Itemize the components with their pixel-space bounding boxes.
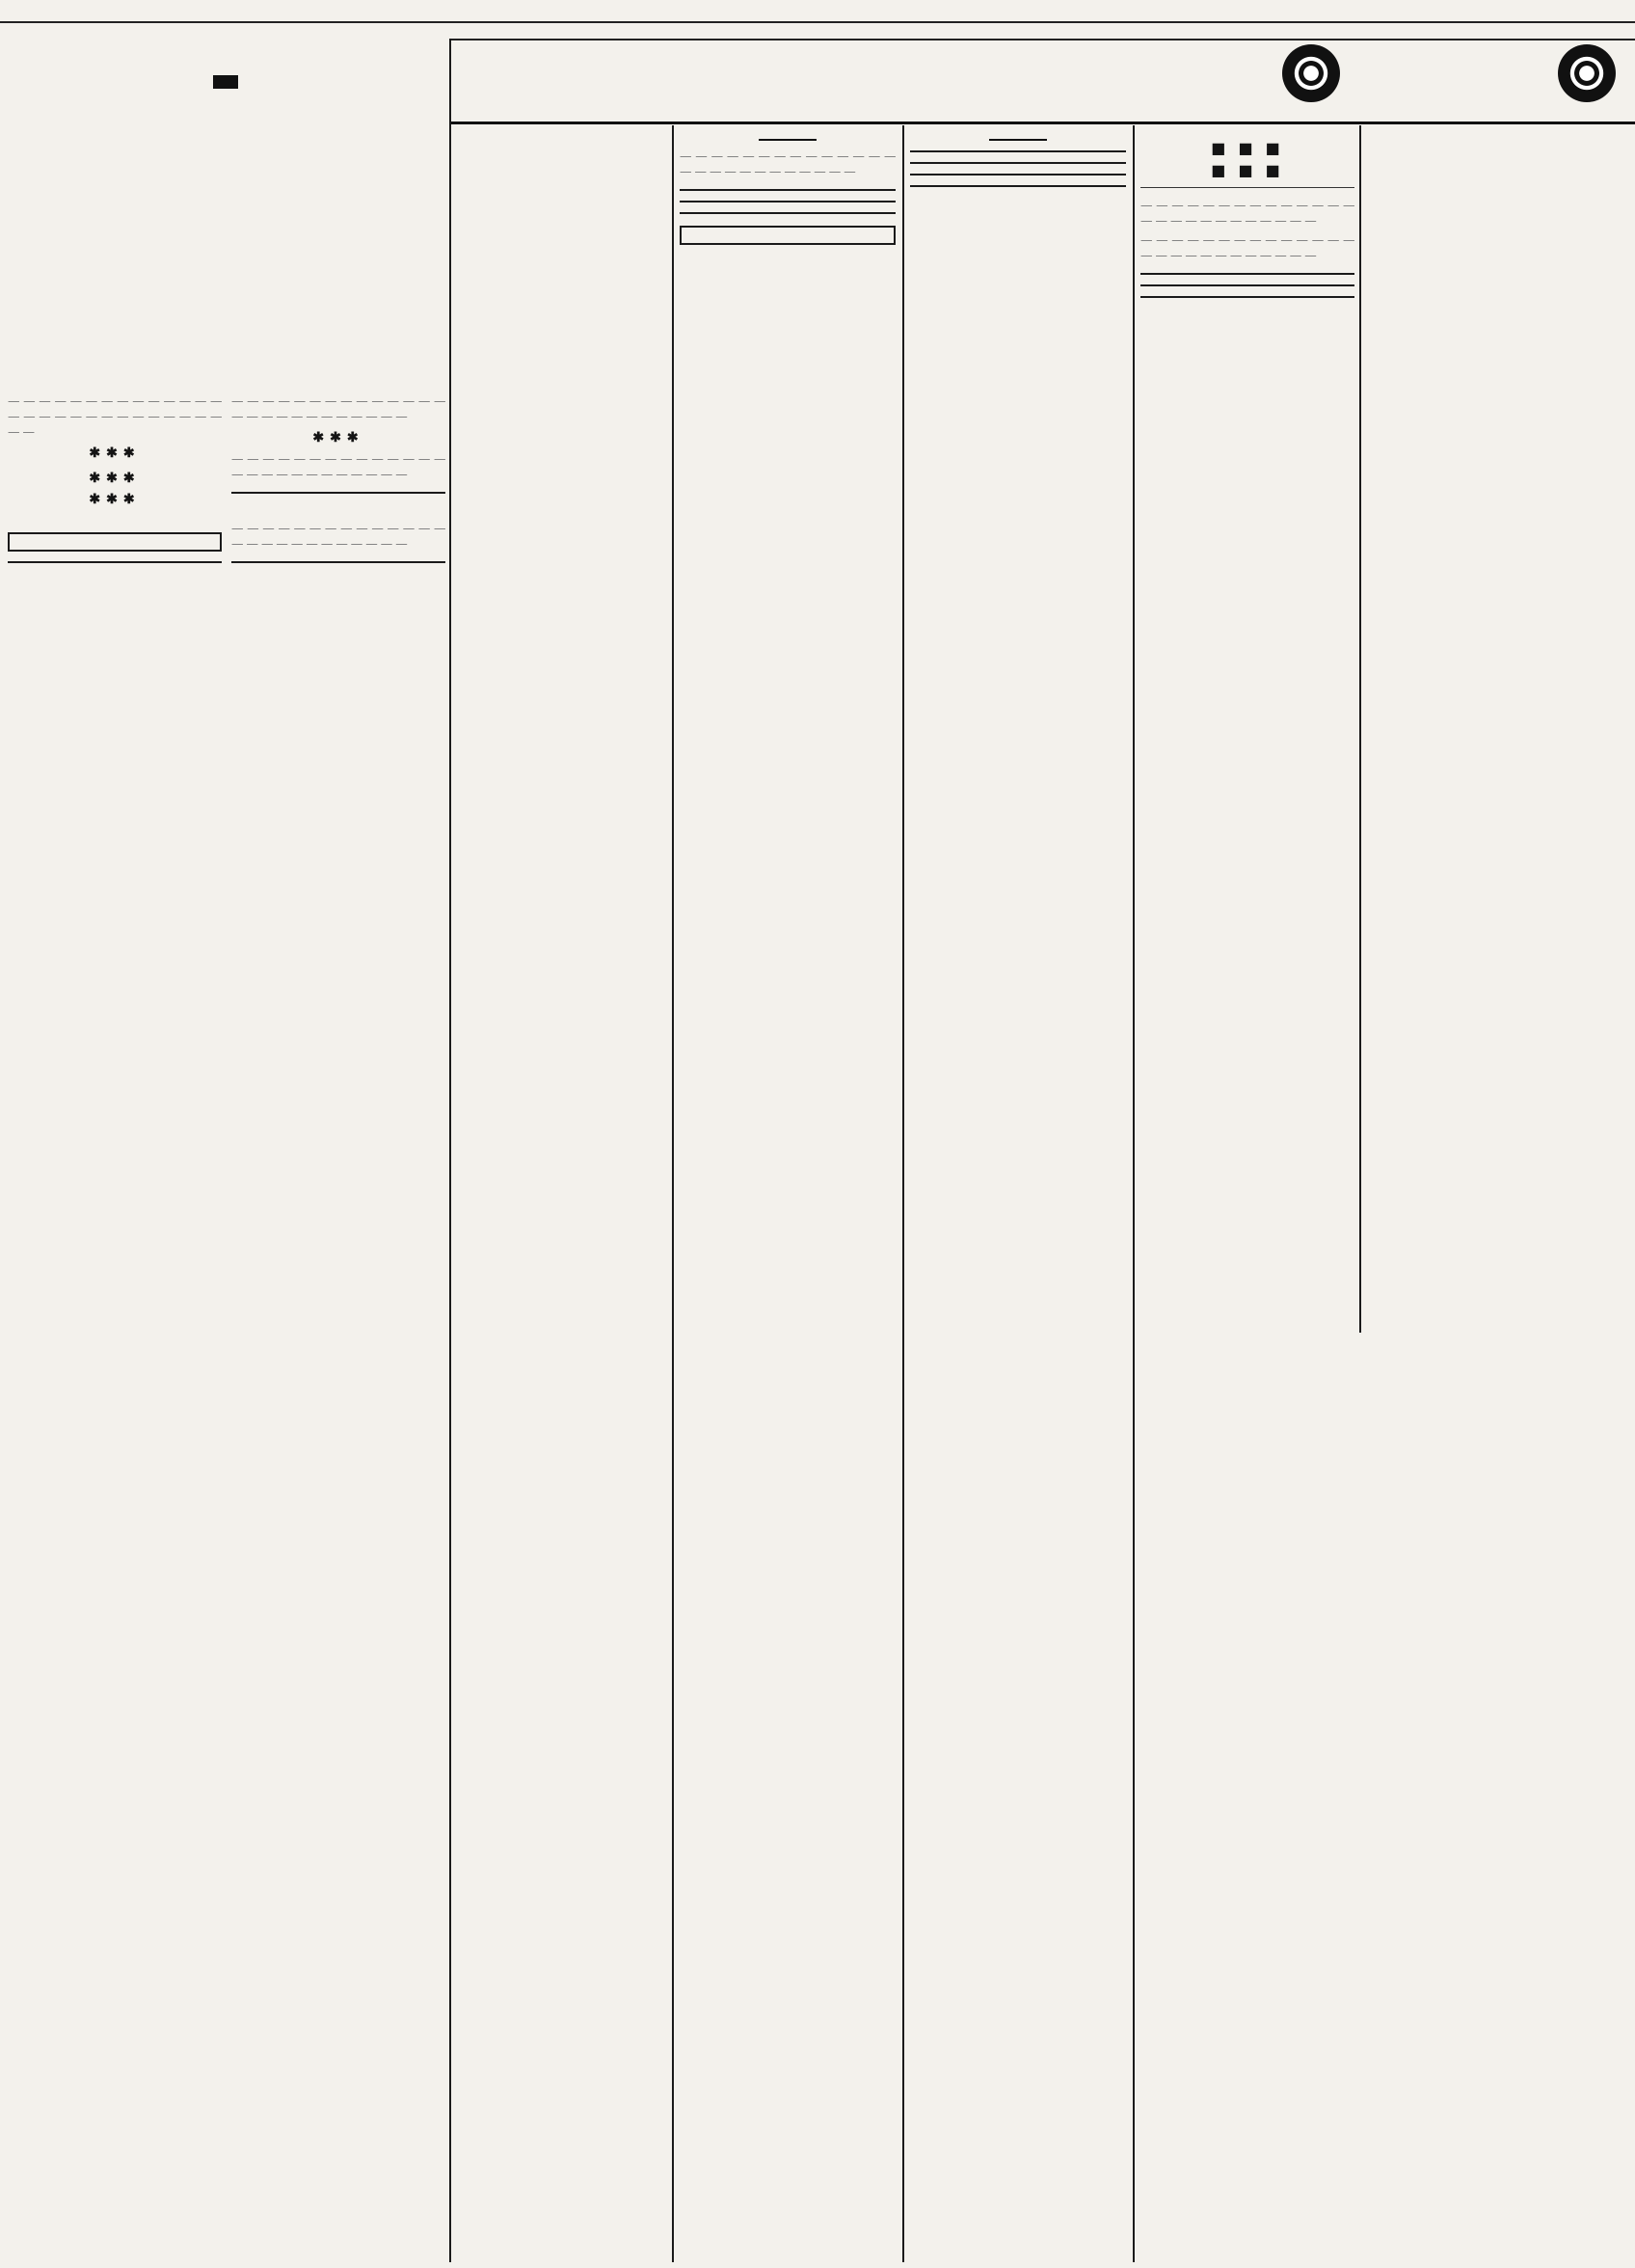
divider <box>1140 284 1354 286</box>
filler-text: — — — — — — — — — — — — — — — — — — — — — — — — — — <box>231 393 445 423</box>
separator-stars: ✱✱✱ <box>89 446 141 461</box>
column-rule <box>449 39 451 2262</box>
masthead-title-rule-top <box>451 39 1635 40</box>
rule-bar <box>213 75 238 89</box>
divider <box>910 150 1126 152</box>
column-rule <box>902 125 904 2262</box>
filler-text: — — — — — — — — — — — — — — — — — — — — — — — — — — <box>1140 198 1354 228</box>
masthead-top-rule <box>0 21 1635 23</box>
ornament-right-icon <box>1558 44 1616 102</box>
ad-maquinas <box>680 226 896 245</box>
divider <box>910 162 1126 164</box>
column-rule <box>1359 125 1361 1333</box>
rule-bar <box>989 139 1047 141</box>
filler-text: — — — — — — — — — — — — — — — — — — — — — — — — — — <box>231 521 445 551</box>
ad-gama <box>8 532 222 552</box>
filler-text: — — — — — — — — — — — — — — — — — — — — — — — — — — <box>680 148 896 178</box>
divider <box>1140 273 1354 275</box>
dash-mark: ■ ■ ■ <box>1211 161 1284 179</box>
column-5 <box>1140 125 1354 2260</box>
separator-stars: ✱✱✱ <box>89 471 141 486</box>
divider <box>1140 296 1354 298</box>
ornament-left-icon <box>1282 44 1340 102</box>
divider <box>680 212 896 214</box>
column-2 <box>231 390 445 2260</box>
divider <box>910 185 1126 187</box>
rule-bar <box>759 139 817 141</box>
divider <box>8 561 222 563</box>
divider <box>231 561 445 563</box>
filler-text: — — — — — — — — — — — — — — — — — — — — — — — — — — <box>1140 232 1354 262</box>
column-1 <box>8 390 222 2260</box>
separator-stars: ✱✱✱ <box>312 430 364 446</box>
filler-text: — — — — — — — — — — — — — — — — — — — — — — — — — — <box>231 451 445 481</box>
divider <box>910 174 1126 176</box>
column-rule <box>1133 125 1135 2262</box>
divider <box>1140 187 1354 188</box>
miseria-verse <box>231 503 445 515</box>
column-3 <box>680 125 896 2260</box>
dash-mark: ■ ■ ■ <box>1211 139 1284 157</box>
filler-text: — — — — — — — — — — — — — — — — — — — — — — — — — — — — — — <box>8 393 222 439</box>
divider <box>680 201 896 202</box>
divider <box>680 189 896 191</box>
divider <box>231 492 445 494</box>
column-rule <box>672 125 674 2262</box>
masthead-bottom-rule <box>451 122 1635 124</box>
article-televisao <box>8 58 443 102</box>
separator-stars: ✱✱✱ <box>89 492 141 507</box>
column-4 <box>910 125 1126 2260</box>
